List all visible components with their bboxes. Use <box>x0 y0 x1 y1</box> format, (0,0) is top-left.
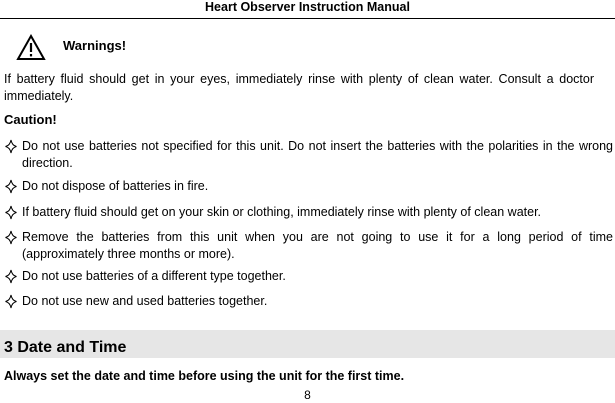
caution-item-text: Do not use batteries not specified for this unit. Do not insert the batteries with the polarities in the wrong direction. <box>22 139 613 170</box>
caution-item <box>4 229 613 263</box>
four-point-star-outline-icon <box>4 204 18 221</box>
caution-item <box>4 293 613 310</box>
caution-item <box>4 204 613 221</box>
caution-heading: Caution! <box>4 112 57 127</box>
caution-item-text: Remove the batteries from this unit when you are not going to use it for a long period of time (approximately three months or more). <box>22 230 613 261</box>
warnings-text: If battery fluid should get in your eyes, immediately rinse with plenty of clean water. Consult a doctor immediately. <box>4 72 594 103</box>
caution-item-text: Do not dispose of batteries in fire. <box>22 179 209 193</box>
four-point-star-outline-icon <box>4 293 18 310</box>
caution-item <box>4 178 613 195</box>
warning-triangle-icon <box>16 34 46 62</box>
caution-item-text: Do not use new and used batteries together. <box>22 294 268 308</box>
four-point-star-outline-icon <box>4 229 18 246</box>
section-note: Always set the date and time before using the unit for the first time. <box>4 369 405 383</box>
section-title: 3 Date and Time <box>4 339 127 356</box>
caution-item <box>4 138 613 172</box>
caution-item-text: If battery fluid should get on your skin or clothing, immediately rinse with plenty of clean water. <box>22 205 542 219</box>
caution-item <box>4 268 613 285</box>
caution-item-text: Do not use batteries of a different type together. <box>22 269 286 283</box>
page-number: 8 <box>304 388 311 402</box>
warnings-heading: Warnings! <box>63 38 127 53</box>
warning-icon-container <box>16 33 46 63</box>
four-point-star-outline-icon <box>4 178 18 195</box>
page-header: Heart Observer Instruction Manual <box>0 0 615 19</box>
four-point-star-outline-icon <box>4 268 18 285</box>
four-point-star-outline-icon <box>4 138 18 155</box>
